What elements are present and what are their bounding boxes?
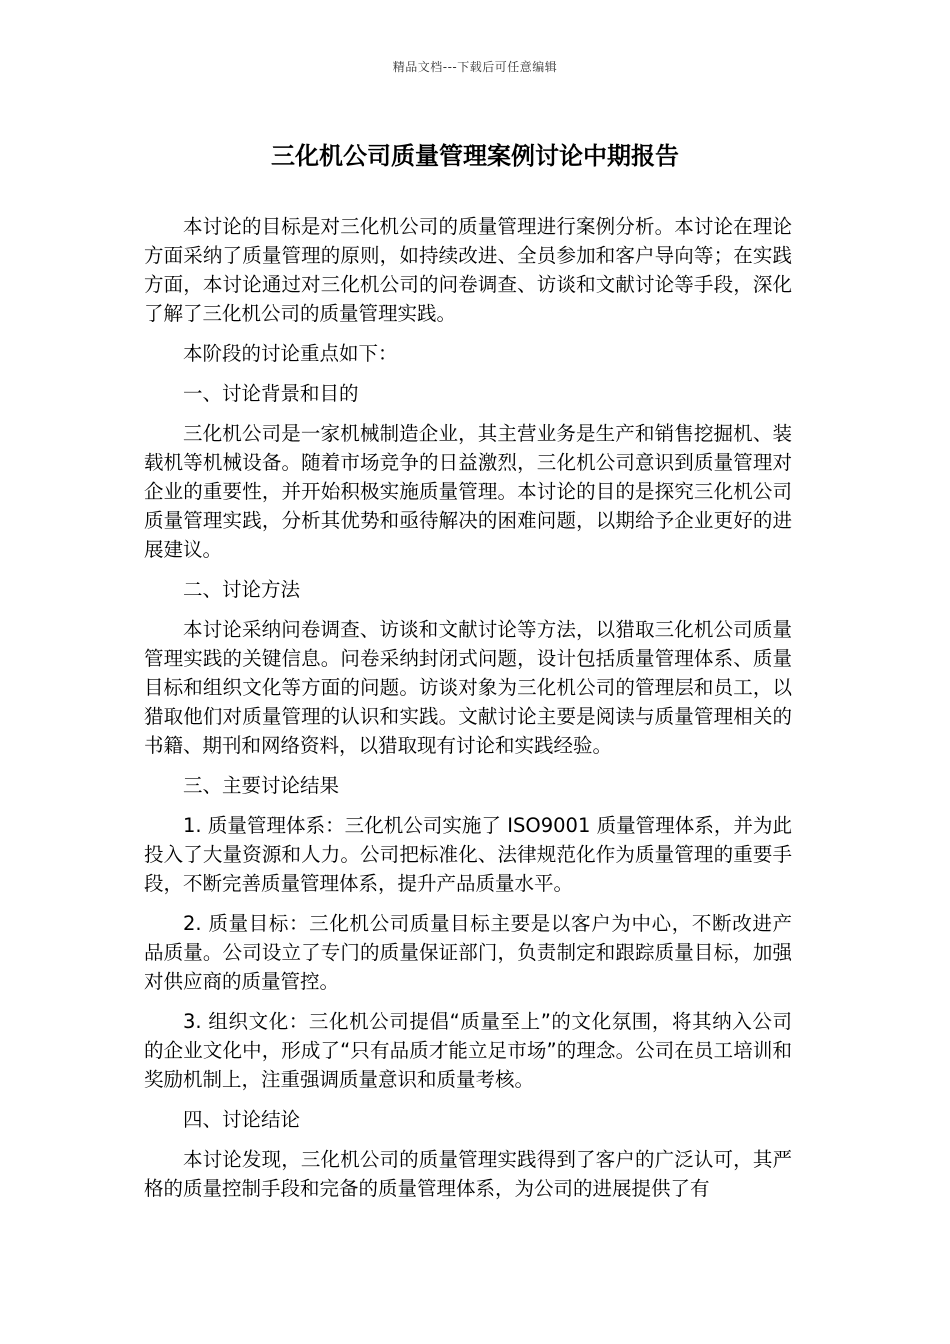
header-note: 精品文档---下载后可任意编辑 [392,60,558,74]
paragraph-conclusion: 本讨论发现，三化机公司的质量管理实践得到了客户的广泛认可，其严格的质量控制手段和完备的质量管理体系，为公司的进展提供了有 [144,1148,792,1200]
section-heading-background: 一、讨论背景和目的 [183,382,359,405]
document-body [144,212,792,1214]
paragraph-background: 三化机公司是一家机械制造企业，其主营业务是生产和销售挖掘机、装载机等机械设备。随着市场竞争的日益激烈，三化机公司意识到质量管理对企业的重要性，并开始积极实施质量管理。本讨论的目的是探究三化机公司质量管理实践，分析其优势和亟待解决的困难问题，以期给予企业更好的进展建议。 [144,422,792,561]
paragraph-result-culture: 3. 组织文化：三化机公司提倡“质量至上”的文化氛围，将其纳入公司的企业文化中，形成了“只有品质才能立足市场”的理念。公司在员工培训和奖励机制上，注重强调质量意识和质量考核。 [144,1010,792,1091]
paragraph-focus: 本阶段的讨论重点如下： [183,342,398,365]
section-heading-conclusion: 四、讨论结论 [183,1108,301,1131]
paragraph-result-system: 1. 质量管理体系：三化机公司实施了 ISO9001 质量管理体系，并为此投入了大量资源和人力。公司把标准化、法律规范化作为质量管理的重要手段，不断完善质量管理体系，提升产品质量水平。 [144,814,792,895]
section-heading-results: 三、主要讨论结果 [183,774,340,797]
section-heading-method: 二、讨论方法 [183,578,301,601]
document-title: 三化机公司质量管理案例讨论中期报告 [271,142,679,170]
paragraph-intro: 本讨论的目标是对三化机公司的质量管理进行案例分析。本讨论在理论方面采纳了质量管理的原则，如持续改进、全员参加和客户导向等；在实践方面，本讨论通过对三化机公司的问卷调查、访谈和文献讨论等手段，深化了解了三化机公司的质量管理实践。 [144,215,792,325]
paragraph-method: 本讨论采纳问卷调查、访谈和文献讨论等方法，以猎取三化机公司质量管理实践的关键信息。问卷采纳封闭式问题，设计包括质量管理体系、质量目标和组织文化等方面的问题。访谈对象为三化机公司的管理层和员工，以猎取他们对质量管理的认识和实践。文献讨论主要是阅读与质量管理相关的书籍、期刊和网络资料，以猎取现有讨论和实践经验。 [144,618,792,757]
paragraph-result-goal: 2. 质量目标：三化机公司质量目标主要是以客户为中心，不断改进产品质量。公司设立了专门的质量保证部门，负责制定和跟踪质量目标，加强对供应商的质量管控。 [144,912,792,993]
